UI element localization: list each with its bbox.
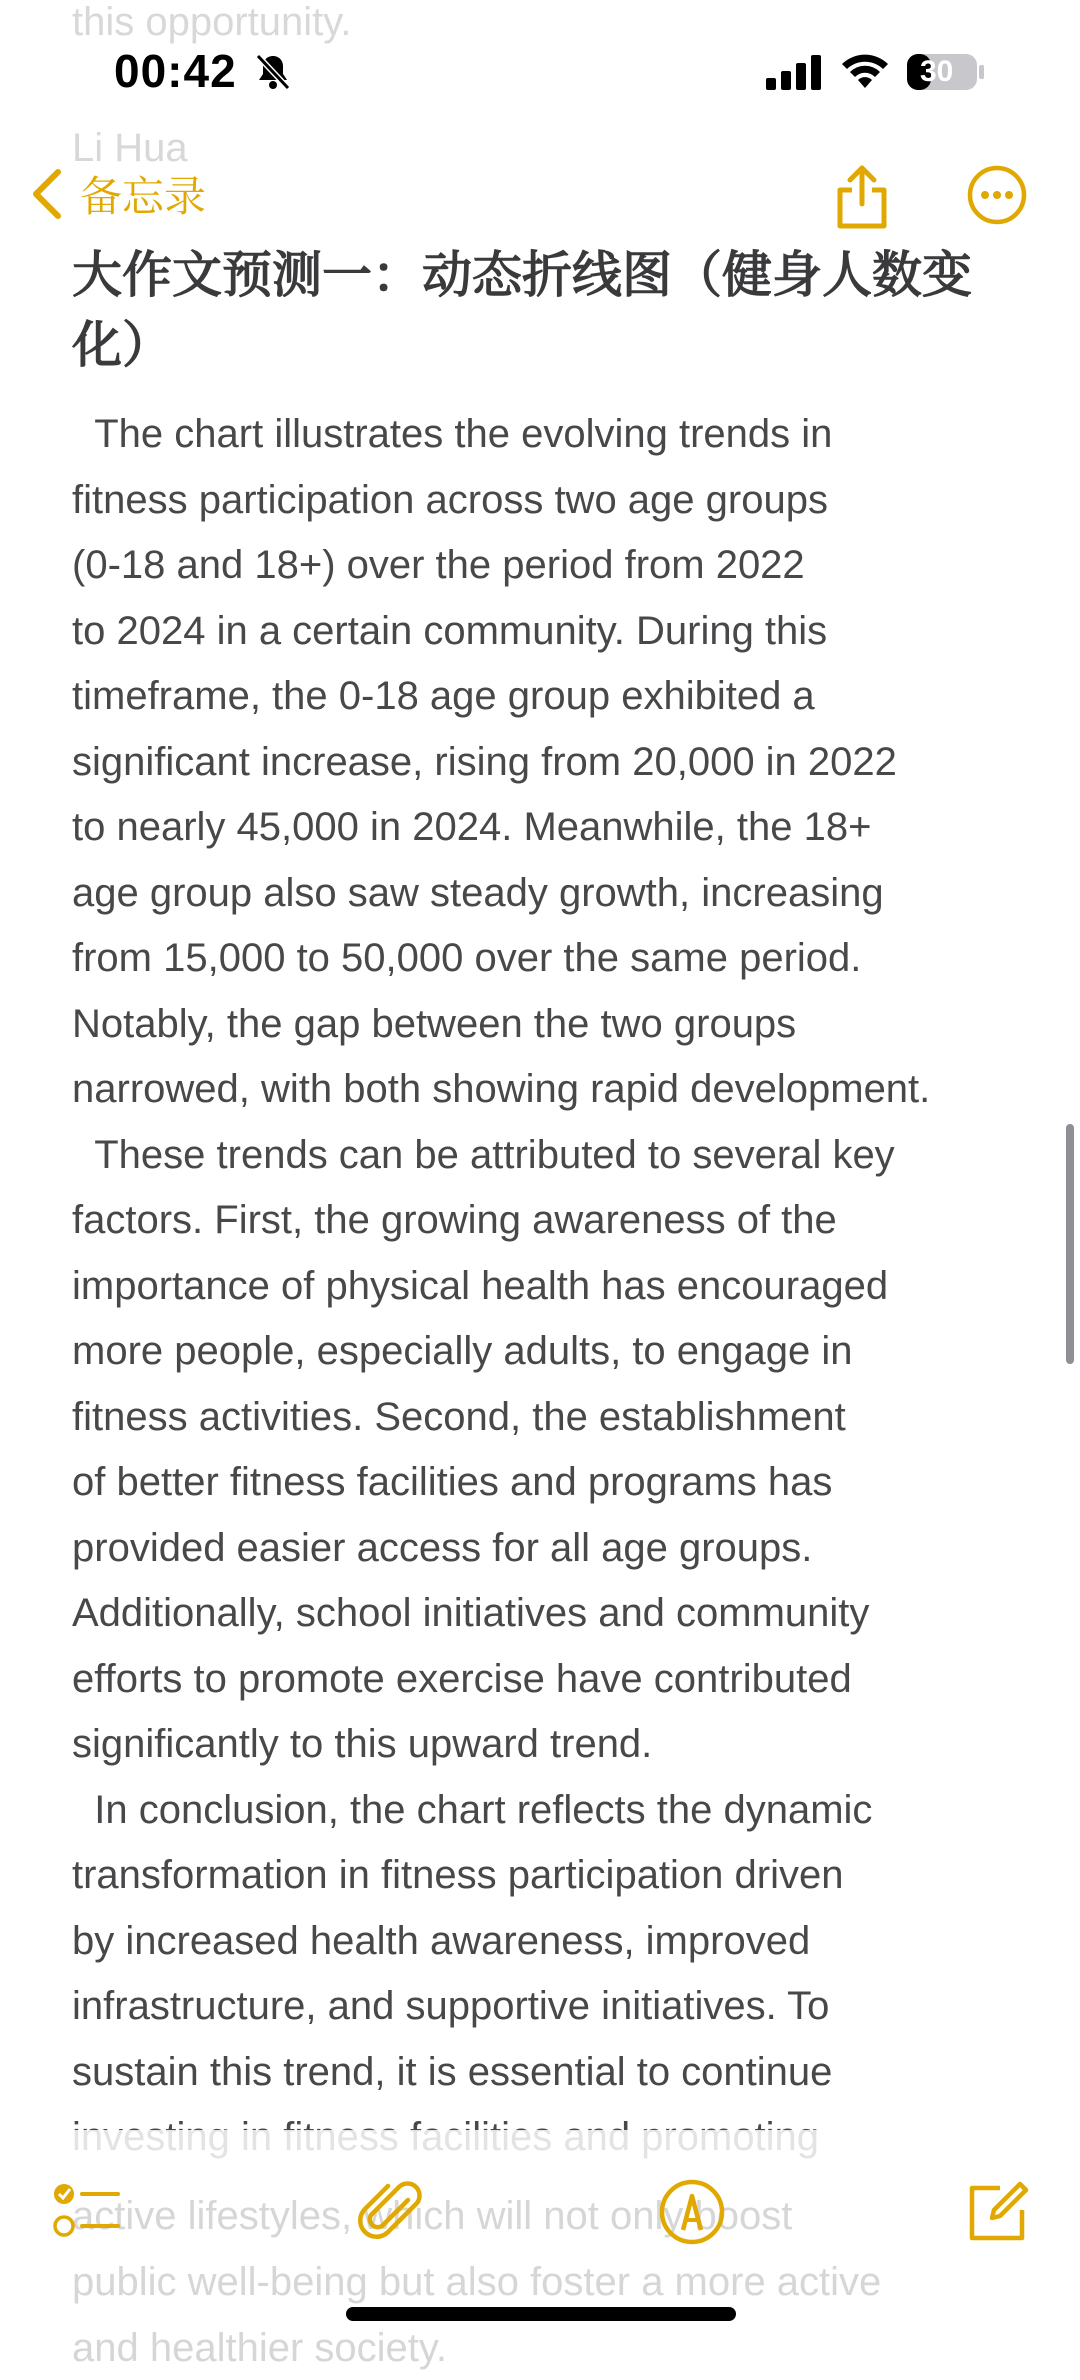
note-body[interactable]	[72, 240, 1012, 2130]
note-line: to 2024 in a certain community. During this	[72, 608, 828, 653]
note-line: (0-18 and 18+) over the period from 2022	[72, 543, 805, 587]
note-line: fitness participation across two age groups	[72, 477, 828, 522]
battery-indicator	[906, 52, 986, 92]
note-line: The chart illustrates the evolving trends in	[72, 412, 833, 456]
ghost-text-line: this opportunity.	[72, 0, 352, 44]
ghost-text-line: public well-being but also foster a more active	[72, 2260, 882, 2304]
note-line: sustain this trend, it is essential to continue	[72, 2049, 833, 2094]
ghost-text-line: and healthier society.	[72, 2326, 448, 2370]
chevron-left-icon	[28, 166, 64, 222]
note-line: age group also saw steady growth, increasing	[72, 870, 884, 915]
note-line: fitness activities. Second, the establishment	[72, 1394, 846, 1439]
bell-slash-icon	[254, 52, 292, 92]
paperclip-icon[interactable]	[356, 2178, 428, 2250]
note-line: from 15,000 to 50,000 over the same period.	[72, 936, 862, 980]
note-line: transformation in fitness participation driven	[72, 1853, 844, 1897]
note-line: Additionally, school initiatives and community	[72, 1591, 870, 1635]
note-line: of better fitness facilities and programs has	[72, 1460, 833, 1504]
home-indicator[interactable]	[346, 2307, 736, 2321]
note-title: 大作文预测一：动态折线图（健身人数变化）	[72, 246, 972, 374]
note-line: provided easier access for all age groups.	[72, 1525, 813, 1570]
battery-level: 30	[920, 55, 954, 88]
note-line: efforts to promote exercise have contributed	[72, 1656, 852, 1701]
share-icon[interactable]	[832, 162, 892, 232]
note-text	[72, 402, 1012, 2171]
note-line: In conclusion, the chart reflects the dynamic	[72, 1787, 873, 1832]
wifi-icon	[840, 52, 890, 92]
checklist-icon[interactable]	[52, 2178, 124, 2250]
note-line: narrowed, with both showing rapid development.	[72, 1067, 931, 1111]
note-line: more people, especially adults, to engage in	[72, 1329, 853, 1373]
scroll-indicator[interactable]	[1066, 1124, 1074, 1364]
cellular-signal-icon	[766, 54, 824, 92]
back-button[interactable]	[28, 164, 206, 224]
note-line: significant increase, rising from 20,000 in 2022	[72, 739, 897, 784]
status-bar	[0, 0, 1080, 150]
status-time: 00:42	[114, 45, 237, 97]
more-icon[interactable]	[966, 164, 1028, 226]
back-label: 备忘录	[80, 172, 207, 221]
compose-icon[interactable]	[962, 2176, 1034, 2248]
ghost-text-line: active lifestyles, which will not only boost	[72, 2194, 793, 2238]
note-line: to nearly 45,000 in 2024. Meanwhile, the 18+	[72, 805, 872, 849]
note-line: timeframe, the 0-18 age group exhibited a	[72, 674, 815, 718]
note-line: These trends can be attributed to several key	[72, 1132, 895, 1177]
note-line: Notably, the gap between the two groups	[72, 1001, 797, 1046]
note-line: importance of physical health has encouraged	[72, 1263, 889, 1308]
ghost-text-line: Li Hua	[72, 126, 188, 170]
note-line: significantly to this upward trend.	[72, 1722, 653, 1766]
note-line: infrastructure, and supportive initiatives. To	[72, 1984, 830, 2028]
note-line: factors. First, the growing awareness of the	[72, 1198, 837, 1242]
note-line: by increased health awareness, improved	[72, 1918, 811, 1963]
markup-pen-icon[interactable]	[656, 2176, 728, 2248]
